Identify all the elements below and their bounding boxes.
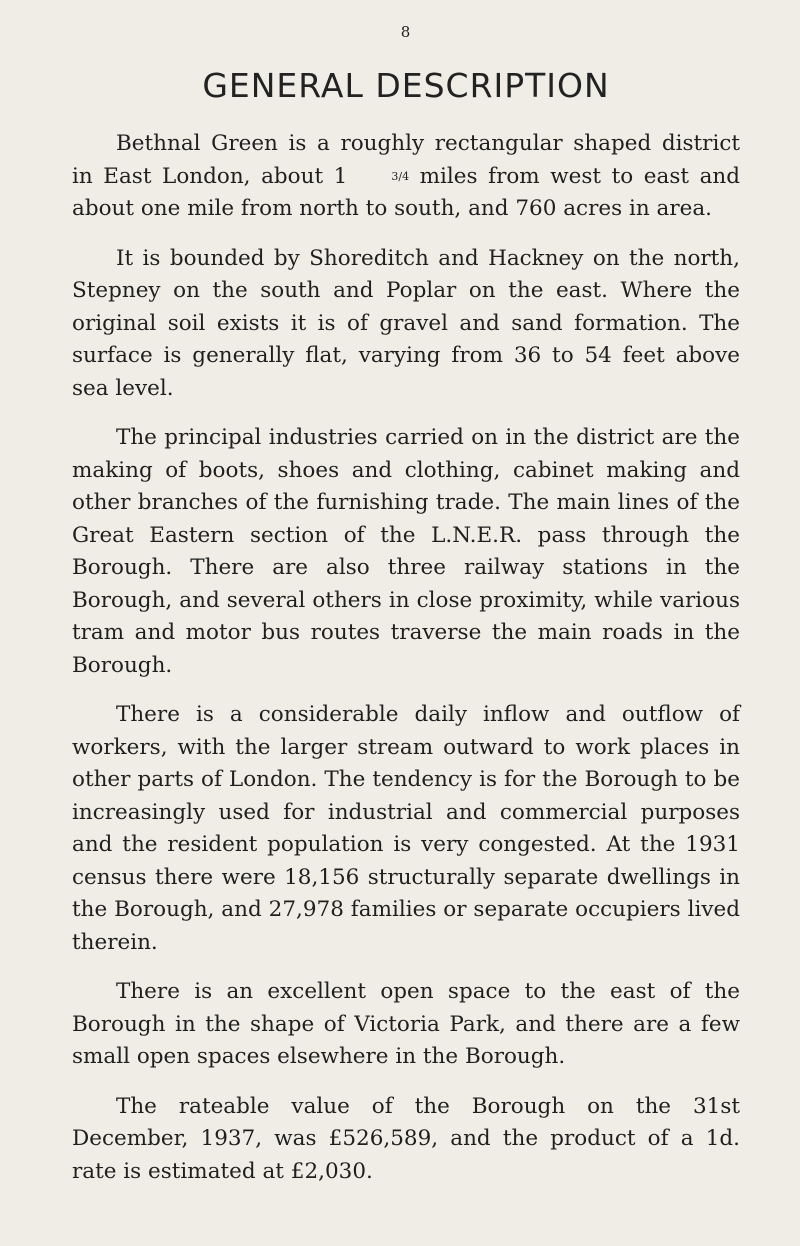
- page-title: GENERAL DESCRIPTION: [202, 66, 610, 105]
- paragraph-industries: The principal industries carried on in the district are the making of boots, shoes and clothing, cabinet making and other branches of the furnishing trade. The main lines of the Great Eastern section of the L.N.E.R. pass through the Borough. There are also three railway stations in the Borough, and several others in close proximity, while various tram and motor bus routes traverse the main roads in the Borough.: [72, 425, 740, 678]
- fraction-three-quarters: 3/4: [391, 169, 410, 183]
- paragraph-open-spaces: There is an excellent open space to the east of the Borough in the shape of Victoria Park, and there are a few small open spaces elsewhere in the Borough.: [72, 979, 740, 1069]
- paragraph-boundaries: It is bounded by Shoreditch and Hackney on the north, Stepney on the south and Poplar on the east. Where the original soil exists it is of gravel and sand formation. The surface is generally flat, varying from 36 to 54 feet above sea level.: [72, 245, 740, 401]
- paragraph-location-text-end: miles from west to east and about one mile from north to south, and 760 acres in area.: [72, 163, 740, 221]
- paragraph-rateable-value: The rateable value of the Borough on the 31st December, 1937, was £526,589, and the product of a 1d. rate is estimated at £2,030.: [72, 1093, 740, 1184]
- page-number: 8: [400, 23, 412, 41]
- paragraph-workers: There is a considerable daily inflow and outflow of workers, with the larger stream outward to work places in other parts of London. The tendency is for the Borough to be increasingly used for industrial and commercial purposes and the resident population is very congested. At the 1931 census there were 18,156 structurally separate dwellings in the Borough, and 27,978 families or separate occupiers lived therein.: [72, 702, 740, 955]
- document-page: [72, 24, 740, 1205]
- paragraph-location: [72, 128, 740, 226]
- paragraph-location-text-start: Bethnal Green is a roughly rectangular shaped district in East London, about 1: [72, 131, 740, 189]
